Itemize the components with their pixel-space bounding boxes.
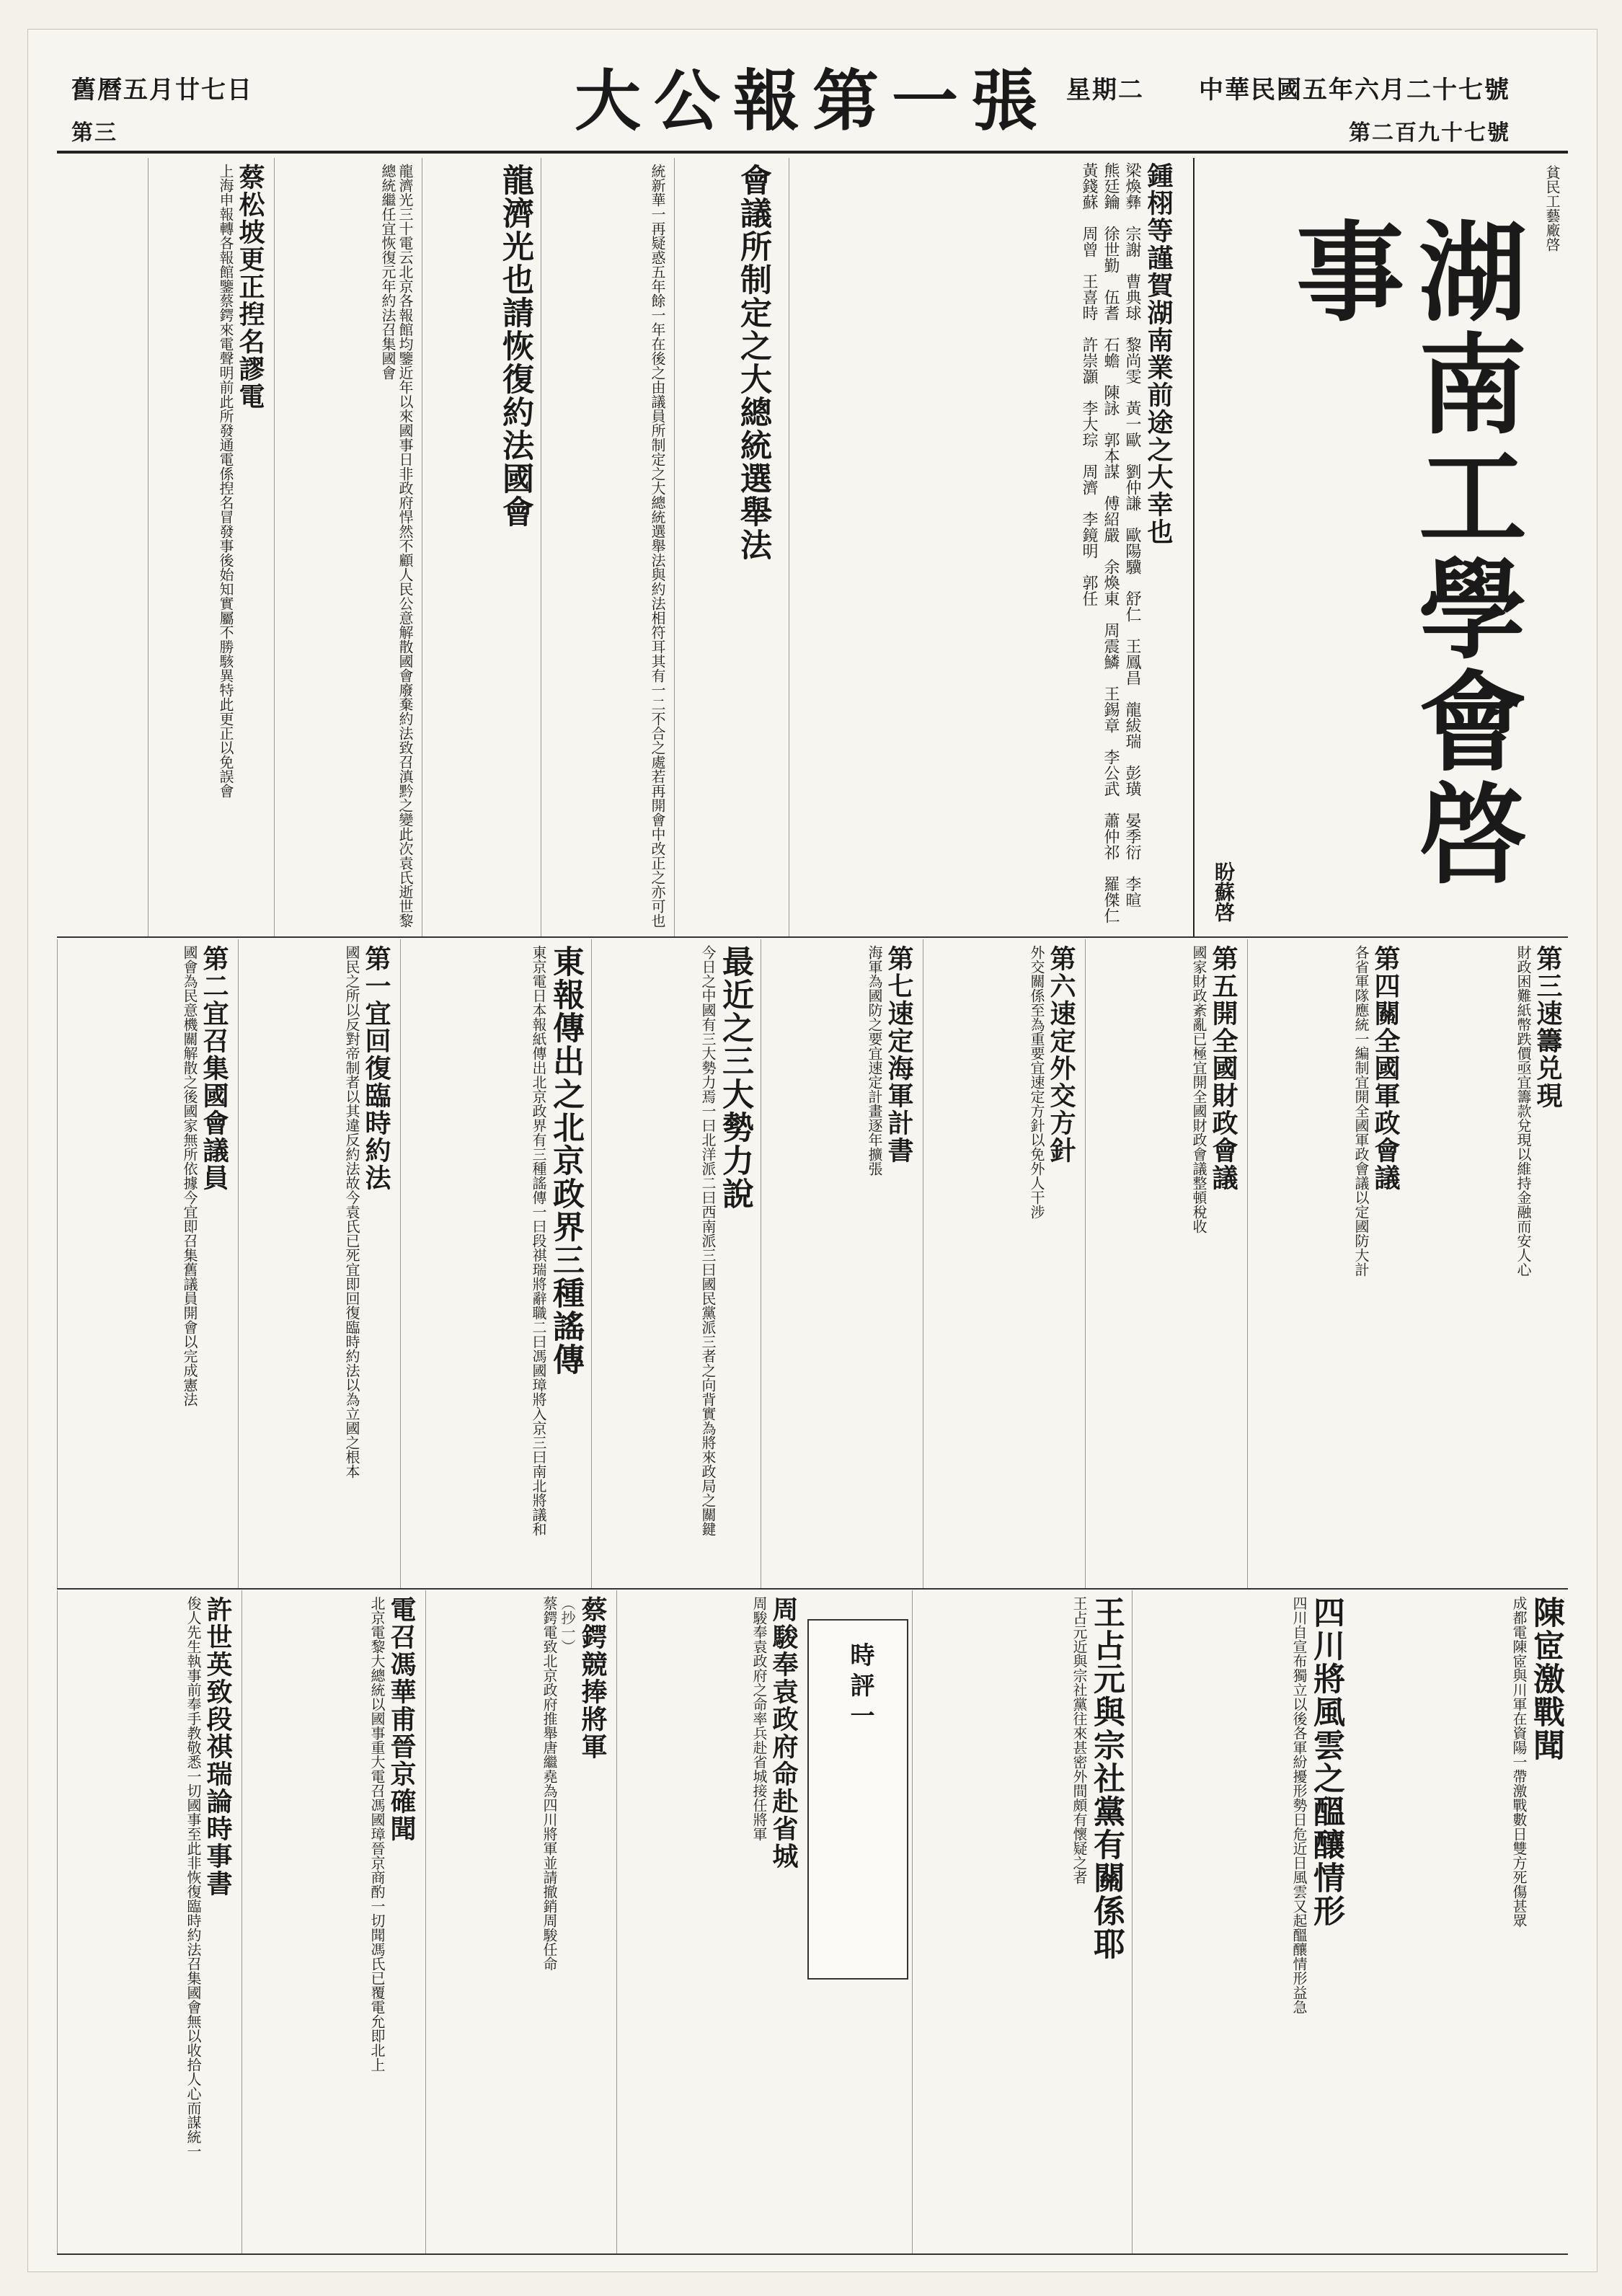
ad-signature: 盼蘇啓 <box>1212 861 1236 922</box>
headline: 第六速定外交方針 <box>1046 945 1076 1164</box>
headline: 第三速籌兑現 <box>1533 945 1563 1109</box>
article-column <box>1352 1590 1568 2253</box>
article-body: 海軍為國防之要宜速定計畫逐年擴張 <box>866 945 883 1176</box>
article-body: 上海申報轉各報館鑒蔡鍔來電聲明前此所發通電係揑名冒發事後始知實屬不勝駭異特此更正以免誤會 <box>217 164 234 798</box>
headline: 四川將風雲之醞釀情形 <box>1308 1596 1344 1928</box>
roster-lead: 鍾栩等謹賀湖南業前途之大幸也 <box>1143 162 1174 546</box>
roster-name: 李暄 <box>1123 876 1141 923</box>
roster-name: 周濟 <box>1080 464 1098 511</box>
article-column <box>616 1590 804 2253</box>
article-body: 東京電日本報紙傳出北京政界有三種謠傳一曰段祺瑞將辭職二曰馮國璋將入京三曰南北將議和 <box>530 945 547 1536</box>
article-column <box>674 158 775 936</box>
headline: 第二宜召集國會議員 <box>199 945 229 1192</box>
article-body: 龍濟光三十電云北京各報館均鑒近年以來國事日非政府悍然不顧人民公意解散國會廢棄約法致召滇黔之變此次袁氏逝世黎總統繼任宜恢復元年約法召集國會 <box>379 164 414 928</box>
ad-title: 湖南工學會啓事 <box>1277 216 1527 890</box>
roster-name: 李公武 <box>1102 749 1120 812</box>
headline: 許世英致段祺瑞論時事書 <box>203 1596 233 1897</box>
article-column <box>425 1590 613 2253</box>
roster-name: 歐陽驥 <box>1123 527 1141 590</box>
article-body: 今日之中國有三大勢力焉一曰北洋派二曰西南派三曰國民黨派三者之向背實為將來政局之關鍵 <box>699 945 717 1536</box>
weekday: 星期二 <box>1066 76 1144 105</box>
top-band <box>57 158 1568 938</box>
roster-name: 余煥東 <box>1102 559 1120 622</box>
headline: 周駿奉袁政府命赴省城 <box>768 1596 799 1870</box>
commentary-label: 時評一 <box>846 1642 874 1733</box>
article-body: 周駿奉袁政府之命率兵赴省城接任將軍 <box>750 1596 768 1841</box>
article-column <box>912 1590 1128 2253</box>
bottom-band <box>57 1590 1568 2255</box>
article-column <box>923 939 1081 1588</box>
article-body: 統新華一再疑惑五年餘一年在後之由議員所制定之大總統選舉法與約法相符耳其有一二不合之處若再開會中改正之亦可也 <box>649 164 666 928</box>
article-body: 外交關係至為重要宜速定方針以免外人干涉 <box>1028 945 1045 1219</box>
roster-grid <box>794 162 1174 939</box>
article-column <box>1247 939 1406 1588</box>
newspaper-page <box>27 29 1597 2272</box>
roster-name: 伍耆 <box>1102 289 1120 337</box>
roster-name: 周震鱗 <box>1102 622 1120 686</box>
roster-name: 龍紱瑞 <box>1123 701 1141 765</box>
roster-name: 王鳳昌 <box>1123 638 1141 701</box>
article-column <box>241 1590 422 2253</box>
article-body: 俊人先生執事前奉手教敬悉一切國事至此非恢復臨時約法召集國會無以收拾人心而謀統一 <box>185 1596 202 2158</box>
serial-number: 第二百九十七號 <box>1349 120 1510 146</box>
masthead <box>57 43 1568 154</box>
article-column <box>274 158 418 936</box>
roster-name: 黃錢蘇 <box>1080 162 1098 226</box>
roster-name: 李鏡明 <box>1080 511 1098 575</box>
article-tag: （抄一） <box>559 1596 576 1654</box>
roster-name: 郭任 <box>1080 575 1098 622</box>
article-body: 財政困難紙幣跌價亟宜籌款兌現以維持金融而安人心 <box>1515 945 1532 1277</box>
article-column <box>1085 939 1244 1588</box>
roster-name: 石蟾 <box>1102 337 1120 384</box>
roster-name: 梁煥彝 <box>1123 162 1141 226</box>
roster-name: 曹典球 <box>1123 273 1141 337</box>
roster-name: 徐世勤 <box>1102 226 1120 289</box>
article-body: 成都電陳宧與川軍在資陽一帶激戰數日雙方死傷甚眾 <box>1510 1596 1528 1928</box>
headline: 王占元與宗社黨有關係耶 <box>1088 1596 1125 1961</box>
article-body: 各省軍隊應統一編制宜開全國軍政會議以定國防大計 <box>1352 945 1370 1277</box>
name-roster <box>789 158 1179 939</box>
article-column <box>591 939 757 1588</box>
roster-name: 熊廷鑰 <box>1102 162 1120 226</box>
headline: 第五開全國財政會議 <box>1208 945 1238 1192</box>
roster-name: 王錫章 <box>1102 686 1120 749</box>
commentary-box <box>807 1619 908 1980</box>
roster-name: 蕭仲祁 <box>1102 812 1120 876</box>
article-column <box>57 1590 238 2253</box>
roster-name: 許崇灝 <box>1080 337 1098 400</box>
ad-note: 貧民工藝廠啓 <box>1543 165 1561 252</box>
article-column <box>1132 1590 1348 2253</box>
article-column <box>422 158 537 936</box>
roster-name: 宗謝 <box>1123 226 1141 273</box>
roster-name: 舒仁 <box>1123 590 1141 638</box>
roster-name: 李大琮 <box>1080 400 1098 464</box>
article-column <box>541 158 670 936</box>
roster-name: 黃一歐 <box>1123 400 1141 464</box>
roster-name: 周曾 <box>1080 226 1098 273</box>
headline: 第一宜回復臨時約法 <box>361 945 391 1192</box>
article-body: 北京電黎大總統以國事重大電召馮國璋晉京商酌一切聞馮氏已覆電允即北上 <box>368 1596 386 2072</box>
roster-name: 傅紹嚴 <box>1102 495 1120 559</box>
headline: 電召馮華甫晉京確聞 <box>386 1596 417 1843</box>
article-body: 四川自宣布獨立以後各軍紛擾形勢日危近日風雲又起醞釀情形益急 <box>1290 1596 1308 2014</box>
headline: 蔡松坡更正揑名謬電 <box>235 164 265 410</box>
middle-band <box>57 939 1568 1590</box>
article-body: 蔡鍔電致北京政府推舉唐繼堯為四川將軍並請撤銷周駿任命 <box>541 1596 558 1971</box>
article-column <box>148 158 270 936</box>
advertisement <box>1193 158 1568 936</box>
article-body: 王占元近與宗社黨往來甚密外間頗有懷疑之者 <box>1071 1596 1088 1884</box>
page-number: 第三 <box>71 120 118 146</box>
paper-title: 大公報第一張 <box>574 62 1051 140</box>
article-column <box>761 939 919 1588</box>
roster-name: 劉仲謙 <box>1123 464 1141 527</box>
article-body: 國家財政紊亂已極宜開全國財政會議整頓稅收 <box>1190 945 1207 1233</box>
headline: 龍濟光也請恢復約法國會 <box>497 164 533 528</box>
headline: 第七速定海軍計書 <box>884 945 914 1164</box>
headline: 蔡鍔競捧將軍 <box>577 1596 608 1760</box>
headline: 東報傳出之北京政界三種謠傳 <box>547 945 584 1376</box>
roster-name: 王喜時 <box>1080 273 1098 337</box>
roster-name: 陳詠 <box>1102 384 1120 432</box>
article-column <box>57 939 234 1588</box>
article-column <box>400 939 588 1588</box>
roster-names <box>1078 162 1143 939</box>
headline: 最近之三大勢力說 <box>717 945 753 1210</box>
article-column <box>1409 939 1568 1588</box>
article-column <box>238 939 396 1588</box>
roster-name: 彭璜 <box>1123 765 1141 812</box>
headline: 會議所制定之大總統選舉法 <box>735 164 771 562</box>
roster-name: 郭本謀 <box>1102 432 1120 495</box>
lunar-date: 舊曆五月廿七日 <box>71 76 253 105</box>
roster-name: 晏季衍 <box>1123 812 1141 876</box>
roster-name: 黎尚雯 <box>1123 337 1141 400</box>
headline: 第四關全國軍政會議 <box>1370 945 1401 1192</box>
article-body: 國民之所以反對帝制者以其違反約法故今袁氏已死宜即回復臨時約法以為立國之根本 <box>343 945 360 1479</box>
headline: 陳宧激戰聞 <box>1528 1596 1564 1762</box>
issue-date: 中華民國五年六月二十七號 <box>1199 76 1510 105</box>
roster-name: 羅傑仁 <box>1102 876 1120 939</box>
article-body: 國會為民意機關解散之後國家無所依據今宜即召集舊議員開會以完成憲法 <box>181 945 198 1406</box>
